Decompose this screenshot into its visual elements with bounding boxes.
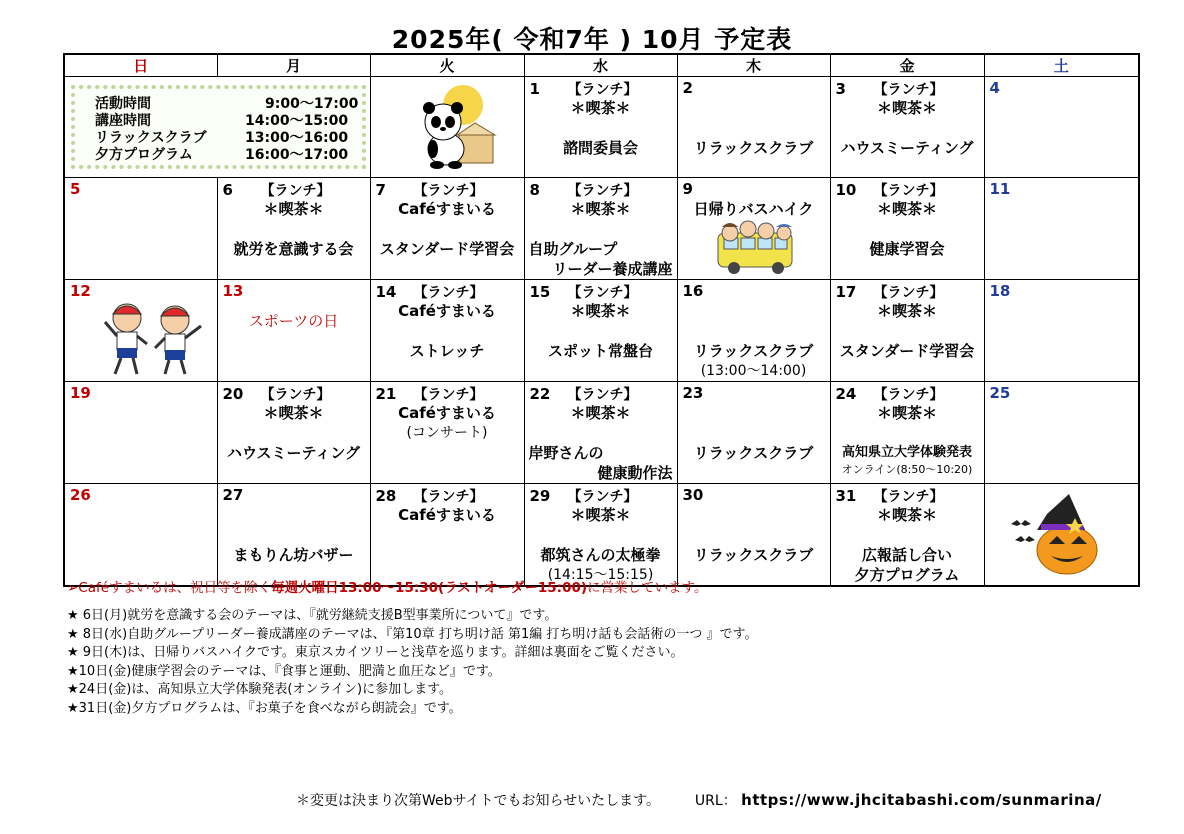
event-line: Caféすまいる — [398, 200, 496, 218]
day-cell-20 — [217, 382, 370, 484]
day-number: 3 — [835, 80, 846, 98]
website-link[interactable]: https://www.jhcitabashi.com/sunmarina/ — [741, 791, 1102, 809]
day-cell-1 — [524, 77, 677, 178]
day-number: 27 — [222, 486, 244, 504]
lunch-tag: 【ランチ】 — [873, 183, 944, 199]
schedule-box — [71, 85, 366, 169]
event-line: ＊喫茶＊ — [570, 302, 631, 320]
note-item: ★31日(金)夕方プログラムは、『お菓子を食べながら朗読会』です。 — [67, 700, 462, 716]
day-cell-9 — [677, 178, 830, 280]
day-cell-26 — [64, 484, 217, 587]
day-cell-7 — [370, 178, 524, 280]
lunch-tag: 【ランチ】 — [873, 82, 944, 98]
day-number: 9 — [682, 180, 693, 198]
day-number: 20 — [222, 385, 244, 403]
day-number: 19 — [70, 384, 91, 402]
lunch-tag: 【ランチ】 — [413, 285, 484, 301]
event-line: スタンダード学習会 — [379, 240, 515, 258]
day-cell-4 — [984, 77, 1139, 178]
event-line: ＊喫茶＊ — [263, 404, 324, 422]
note-item: ★10日(金)健康学習会のテーマは、『食事と運動、肥満と血圧など』です。 — [67, 663, 501, 679]
event-line: ＊喫茶＊ — [876, 302, 937, 320]
event-line: ハウスミーティング — [840, 139, 974, 157]
event-time: (13:00～14:00) — [700, 363, 807, 379]
weekday-fri: 金 — [830, 54, 984, 77]
weekday-sat: 土 — [984, 54, 1139, 77]
lunch-tag: 【ランチ】 — [873, 489, 944, 505]
day-cell-5 — [64, 178, 217, 280]
cafe-notice: ➢Caféすまいるは、祝日等を除く毎週火曜日13:00～15:30(ラストオーダー15:00)に営業しています。 — [67, 580, 708, 596]
week-row-1 — [64, 77, 1139, 178]
event-line: リラックスクラブ — [693, 342, 814, 360]
lunch-tag: 【ランチ】 — [873, 387, 944, 403]
day-number: 8 — [529, 181, 540, 199]
page-title: 2025年( 令和7年 ) 10月 予定表 — [391, 25, 793, 54]
notes-section — [67, 580, 1117, 718]
day-cell-24 — [830, 382, 984, 484]
url-label: URL： — [694, 793, 737, 809]
event-line: ストレッチ — [409, 342, 485, 360]
day-number: 5 — [70, 180, 81, 198]
footer-notice: ＊変更は決まり次第Webサイトでもお知らせいたします。 — [296, 793, 661, 809]
schedule-row: リラックスクラブ 13:00～16:00 — [95, 130, 349, 146]
note-item: ★ 6日(月)就労を意識する会のテーマは、『就労継続支援B型事業所について』です。 — [67, 608, 558, 623]
weekday-sun: 日 — [64, 54, 217, 77]
event-line: 諮問委員会 — [562, 139, 638, 157]
day-number: 21 — [375, 385, 397, 403]
day-cell-21 — [370, 382, 524, 484]
day-number: 14 — [375, 283, 397, 301]
day-number: 17 — [835, 283, 857, 301]
event-line: ＊喫茶＊ — [876, 200, 937, 218]
lunch-tag: 【ランチ】 — [413, 489, 484, 505]
schedule-row: 講座時間 14:00～15:00 — [95, 113, 349, 129]
event-line: まもりん坊バザー — [233, 546, 354, 564]
schedule-cell — [64, 77, 370, 178]
sports-kids-illustration — [97, 288, 217, 378]
weekday-mon: 月 — [217, 54, 370, 77]
weekday-tue: 火 — [370, 54, 524, 77]
event-line: ＊喫茶＊ — [876, 404, 937, 422]
event-line: 自助グループ — [528, 240, 618, 258]
event-line: スポット常盤台 — [547, 342, 653, 360]
day-cell-17 — [830, 280, 984, 382]
event-line: ＊喫茶＊ — [876, 99, 937, 117]
lunch-tag: 【ランチ】 — [413, 387, 484, 403]
event-line: ＊喫茶＊ — [570, 99, 631, 117]
halloween-pumpkin-illustration — [985, 484, 1135, 584]
day-cell-28 — [370, 484, 524, 587]
day-cell-29 — [524, 484, 677, 587]
event-note: (コンサート) — [406, 425, 488, 441]
event-line: 夕方プログラム — [854, 566, 960, 584]
schedule-row: 夕方プログラム 16:00～17:00 — [95, 147, 349, 163]
day-cell-8 — [524, 178, 677, 280]
panda-illustration-cell — [370, 77, 524, 178]
day-number: 11 — [989, 180, 1011, 198]
event-line: 広報話し合い — [861, 546, 952, 564]
day-number: 30 — [682, 486, 704, 504]
lunch-tag: 【ランチ】 — [567, 387, 638, 403]
event-line: 健康動作法 — [597, 464, 673, 482]
day-number: 22 — [529, 385, 551, 403]
lunch-tag: 【ランチ】 — [567, 285, 638, 301]
calendar-table — [63, 53, 1140, 587]
day-number: 12 — [70, 282, 91, 300]
day-cell-13 — [217, 280, 370, 382]
day-cell-27 — [217, 484, 370, 587]
day-number: 2 — [682, 79, 693, 97]
day-cell-23 — [677, 382, 830, 484]
day-cell-19 — [64, 382, 217, 484]
day-cell-15 — [524, 280, 677, 382]
lunch-tag: 【ランチ】 — [567, 489, 638, 505]
event-line: ＊喫茶＊ — [876, 506, 937, 524]
event-line: Caféすまいる — [398, 506, 496, 524]
day-number: 25 — [989, 384, 1011, 402]
event-line: リラックスクラブ — [693, 444, 814, 462]
note-item: ★ 8日(水)自助グループリーダー養成講座のテーマは、『第10章 打ち明け話 第1編 打ち明け話も会話術の一つ 』です。 — [67, 626, 758, 642]
panda-moon-illustration — [371, 77, 521, 177]
day-number: 10 — [835, 181, 857, 199]
schedule-row: 活動時間 9:00～17:00 — [95, 96, 359, 112]
event-line: 高知県立大学体験発表 — [841, 445, 972, 460]
week-row-5 — [64, 484, 1139, 587]
day-number: 15 — [529, 283, 551, 301]
day-number: 4 — [989, 79, 1000, 97]
lunch-tag: 【ランチ】 — [567, 183, 638, 199]
note-item: ★ 9日(木)は、日帰りバスハイクです。東京スカイツリーと浅草を巡ります。詳細は裏面をご覧ください。 — [67, 645, 684, 660]
event-line: ＊喫茶＊ — [263, 200, 324, 218]
lunch-tag: 【ランチ】 — [873, 285, 944, 301]
event-line: ＊喫茶＊ — [570, 404, 631, 422]
event-line: 健康学習会 — [869, 240, 945, 258]
day-number: 18 — [989, 282, 1011, 300]
day-cell-12 — [64, 280, 217, 382]
day-cell-30 — [677, 484, 830, 587]
day-cell-6 — [217, 178, 370, 280]
weekday-header-row — [64, 54, 1139, 77]
day-number: 16 — [682, 282, 704, 300]
bus-illustration — [678, 219, 828, 277]
day-cell-18 — [984, 280, 1139, 382]
event-time: オンライン(8:50～10:20) — [841, 463, 973, 476]
day-cell-10 — [830, 178, 984, 280]
day-number: 26 — [70, 486, 91, 504]
event-line: リラックスクラブ — [693, 139, 814, 157]
footer — [296, 790, 1102, 810]
week-row-4 — [64, 382, 1139, 484]
event-line: 日帰りバスハイク — [693, 200, 814, 218]
event-line: ハウスミーティング — [226, 444, 361, 462]
day-number: 23 — [682, 384, 704, 402]
weekday-wed: 水 — [524, 54, 677, 77]
day-cell-22 — [524, 382, 677, 484]
lunch-tag: 【ランチ】 — [567, 82, 638, 98]
day-cell-3 — [830, 77, 984, 178]
day-cell-2 — [677, 77, 830, 178]
event-time: (14:15～15:15) — [547, 567, 654, 583]
event-line: リーダー養成講座 — [552, 260, 673, 278]
week-row-3 — [64, 280, 1139, 382]
event-line: ＊喫茶＊ — [570, 200, 631, 218]
day-number: 7 — [375, 181, 386, 199]
day-cell-14 — [370, 280, 524, 382]
lunch-tag: 【ランチ】 — [413, 183, 484, 199]
event-line: 都筑さんの太極拳 — [540, 546, 661, 564]
day-cell-11 — [984, 178, 1139, 280]
day-number: 28 — [375, 487, 397, 505]
event-line: 就労を意識する会 — [233, 240, 354, 258]
event-line: 岸野さんの — [528, 444, 604, 462]
lunch-tag: 【ランチ】 — [260, 387, 331, 403]
day-number: 1 — [529, 80, 540, 98]
holiday-label: スポーツの日 — [248, 312, 339, 330]
day-cell-16 — [677, 280, 830, 382]
event-line: ＊喫茶＊ — [570, 506, 631, 524]
weekday-thu: 木 — [677, 54, 830, 77]
day-number: 6 — [222, 181, 233, 199]
event-line: Caféすまいる — [398, 302, 496, 320]
week-row-2 — [64, 178, 1139, 280]
event-line: スタンダード学習会 — [839, 342, 975, 360]
note-item: ★24日(金)は、高知県立大学体験発表(オンライン)に参加します。 — [67, 682, 453, 697]
day-number: 31 — [835, 487, 857, 505]
day-number: 13 — [222, 282, 244, 300]
day-number: 24 — [835, 385, 857, 403]
day-number: 29 — [529, 487, 551, 505]
day-cell-31 — [830, 484, 984, 587]
event-line: Caféすまいる — [398, 404, 496, 422]
day-cell-25 — [984, 382, 1139, 484]
lunch-tag: 【ランチ】 — [260, 183, 331, 199]
halloween-illustration-cell — [984, 484, 1139, 587]
event-line: リラックスクラブ — [693, 546, 814, 564]
